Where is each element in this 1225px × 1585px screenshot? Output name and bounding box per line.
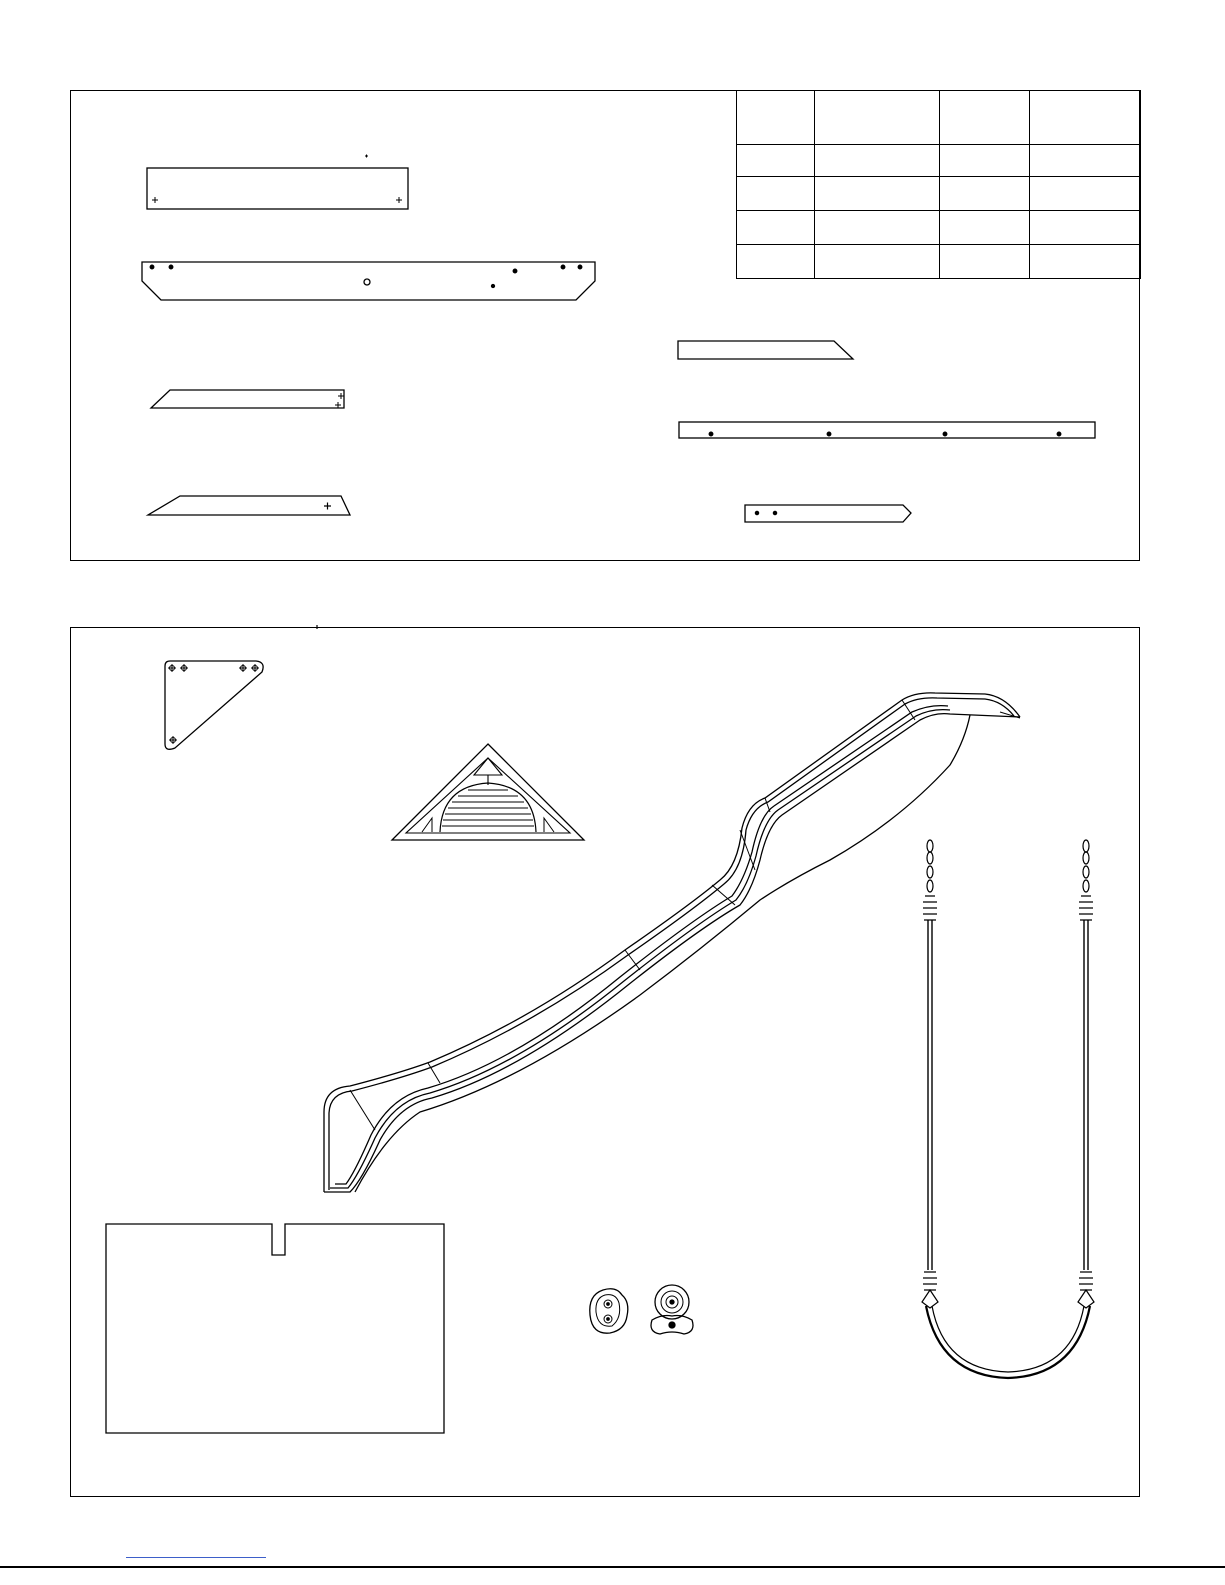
board-right-long <box>679 422 1095 438</box>
accessory-parts-panel <box>70 627 1140 1497</box>
board-angled-brace-1 <box>151 390 344 408</box>
board-right-short <box>678 341 853 359</box>
board-short-rect <box>147 168 408 209</box>
stray-mark <box>365 155 368 158</box>
board-long-beam <box>142 262 595 300</box>
footer-link-underline[interactable] <box>126 1557 266 1558</box>
board-pointed-stake <box>745 505 911 522</box>
board-angled-brace-2 <box>148 496 350 515</box>
footer-rule <box>0 1566 1225 1568</box>
